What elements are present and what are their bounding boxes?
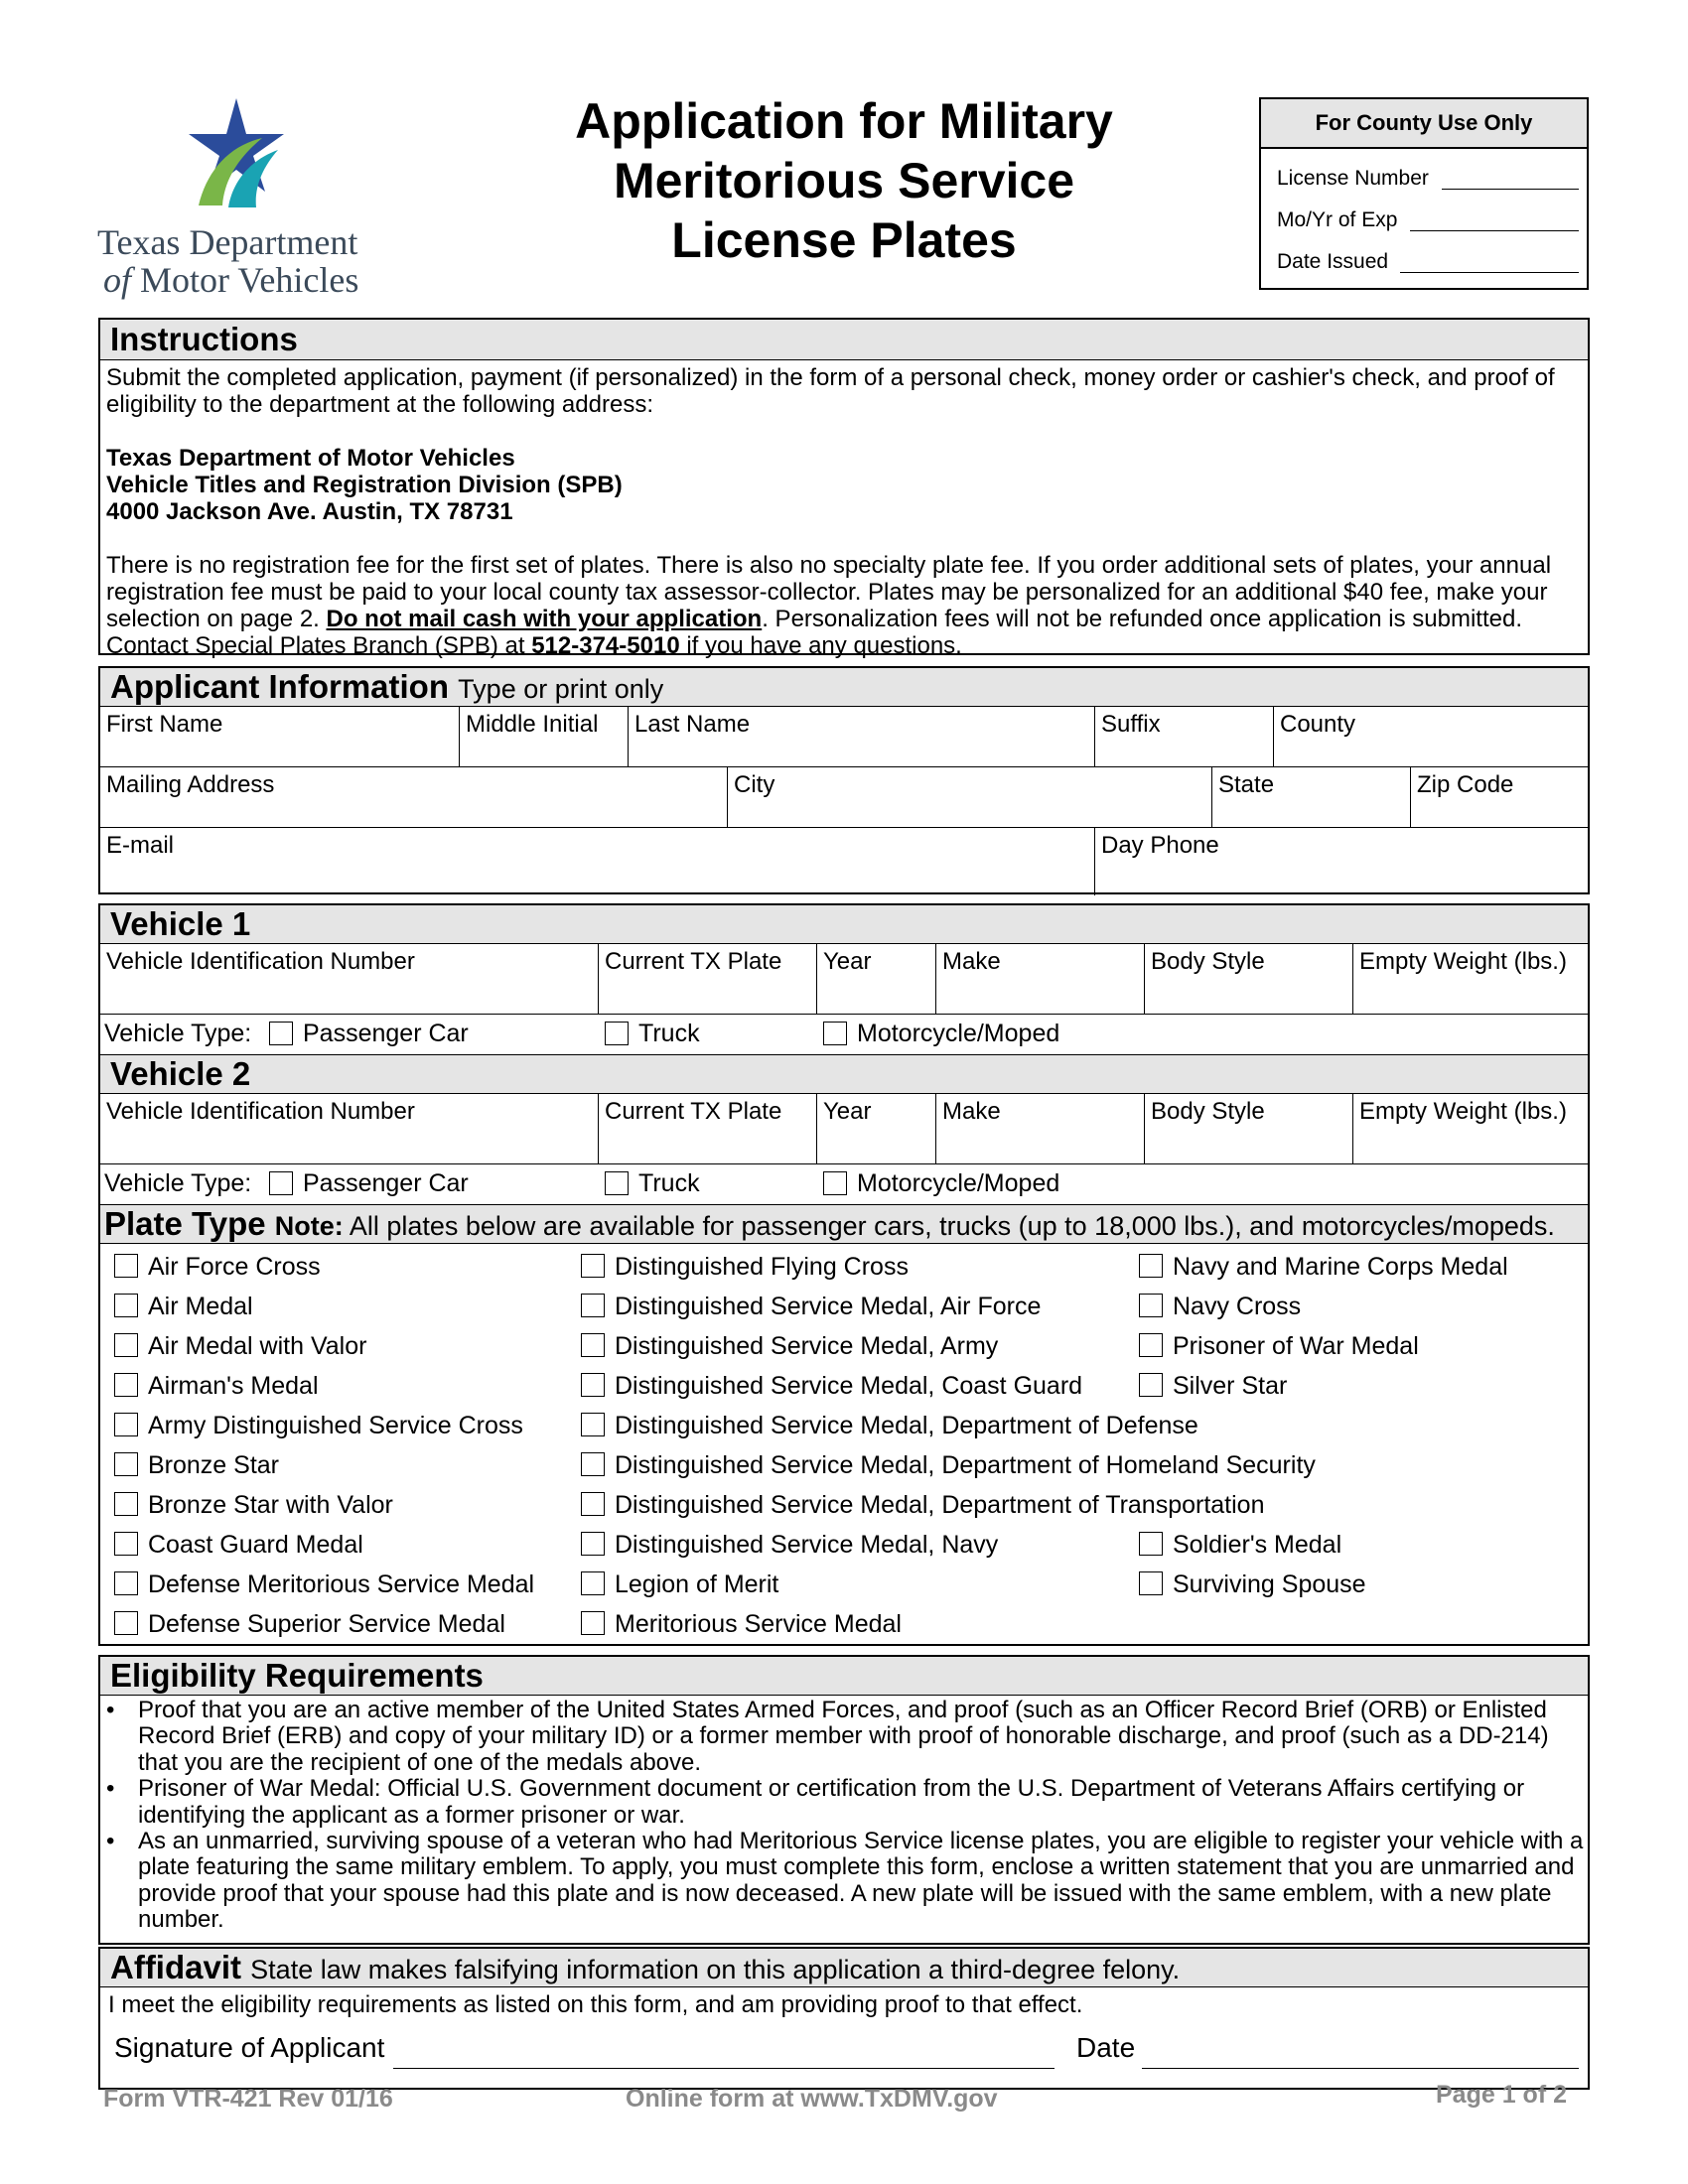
plate-option[interactable]: Army Distinguished Service Cross	[114, 1411, 523, 1440]
vehicle1-year-field[interactable]: Year	[817, 944, 936, 1014]
instructions-heading: Instructions	[100, 320, 1588, 360]
checkbox[interactable]	[269, 1171, 293, 1195]
signature-label: Signature of Applicant	[114, 2032, 385, 2063]
page-number: Page 1 of 2	[1436, 2081, 1567, 2109]
vehicle2-type-row	[100, 1164, 1588, 1205]
county-use-title: For County Use Only	[1261, 99, 1587, 149]
exp-date-row[interactable]: Mo/Yr of Exp	[1261, 191, 1587, 232]
plate-option[interactable]: Legion of Merit	[581, 1570, 778, 1599]
affidavit-statement: I meet the eligibility requirements as listed on this form, and am providing proof to that effect.	[108, 1991, 1083, 2018]
instructions-section	[98, 318, 1590, 659]
plate-option[interactable]: Surviving Spouse	[1139, 1570, 1366, 1599]
plate-option[interactable]: Air Medal with Valor	[114, 1331, 366, 1361]
plate-option[interactable]: Prisoner of War Medal	[1139, 1331, 1419, 1361]
plate-option[interactable]: Bronze Star	[114, 1450, 279, 1480]
plate-option[interactable]: Air Force Cross	[114, 1252, 321, 1282]
plate-option[interactable]: Defense Meritorious Service Medal	[114, 1570, 534, 1599]
plate-options	[100, 1244, 1588, 1647]
date-issued-row[interactable]: Date Issued	[1261, 232, 1587, 274]
vehicle1-passenger-car-option[interactable]: Passenger Car	[269, 1019, 469, 1048]
affidavit-section	[98, 1947, 1590, 2090]
day-phone-field[interactable]: Day Phone	[1101, 832, 1219, 859]
plate-option[interactable]: Silver Star	[1139, 1371, 1287, 1401]
vehicle1-type-label: Vehicle Type:	[104, 1020, 252, 1047]
plate-option[interactable]: Distinguished Service Medal, Department of Transportation	[581, 1490, 1265, 1520]
applicant-heading: Applicant Information Type or print only	[100, 668, 1588, 707]
plate-option[interactable]: Distinguished Service Medal, Air Force	[581, 1292, 1041, 1321]
eligibility-item: • Prisoner of War Medal: Official U.S. Government document or certification from the U.S. Department of Veterans Affairs certifying or identifying the applicant as a former prisoner or war.	[106, 1775, 1525, 1829]
eligibility-item: • As an unmarried, surviving spouse of a veteran who had Meritorious Service license plates, you are eligible to register your vehicle with a plate featuring the same military emblem. To apply, you must complete this form, enclose a written statement that you are unmarried and provide proof that your spouse had this plate and is now deceased. A new plate will be issued with the same emblem, with a new plate number.	[106, 1828, 1584, 1934]
agency-name-line2: of Motor Vehicles	[103, 260, 359, 300]
plate-option[interactable]: Distinguished Service Medal, Army	[581, 1331, 998, 1361]
agency-name-line1: Texas Department	[97, 222, 358, 262]
instructions-para1: Submit the completed application, payment (if personalized) in the form of a personal check, money order or cashier's check, and proof of eligibility to the department at the following address:	[106, 364, 1555, 418]
email-field[interactable]: E-mail	[100, 828, 1095, 895]
license-number-row[interactable]: License Number	[1261, 149, 1587, 191]
vehicle1-plate-field[interactable]: Current TX Plate	[599, 944, 817, 1014]
vehicle2-type-label: Vehicle Type:	[104, 1169, 252, 1197]
zip-code-field[interactable]: Zip Code	[1417, 771, 1514, 798]
plate-option[interactable]: Navy Cross	[1139, 1292, 1301, 1321]
plate-option[interactable]: Defense Superior Service Medal	[114, 1609, 505, 1639]
vehicle1-type-row	[100, 1015, 1588, 1055]
form-id: Form VTR-421 Rev 01/16	[103, 2085, 393, 2113]
county-use-box	[1259, 97, 1589, 290]
vehicle1-make-field[interactable]: Make	[936, 944, 1145, 1014]
middle-initial-field[interactable]: Middle Initial	[460, 707, 629, 766]
first-name-field[interactable]: First Name	[100, 707, 460, 766]
eligibility-heading: Eligibility Requirements	[100, 1657, 1588, 1696]
txdmv-logo	[97, 94, 380, 298]
checkbox[interactable]	[269, 1022, 293, 1045]
instructions-para2: There is no registration fee for the first set of plates. There is also no specialty plate fee. If you order additional sets of plates, your annual registration fee must be paid to your local county tax assessor-collector. Plates may be personalized for an additional $40 fee, make your selection on page 2. Do not mail cash with your application. Personalization fees will not be refunded once application is submitted. Contact Special Plates Branch (SPB) at 512-374-5010 if you have any questions.	[106, 552, 1552, 659]
vehicle2-vin-field[interactable]: Vehicle Identification Number	[100, 1094, 599, 1163]
applicant-section	[98, 666, 1590, 894]
plate-option[interactable]: Distinguished Flying Cross	[581, 1252, 909, 1282]
date-label: Date	[1076, 2032, 1136, 2063]
plate-option[interactable]: Distinguished Service Medal, Department of Defense	[581, 1411, 1198, 1440]
checkbox[interactable]	[605, 1022, 629, 1045]
eligibility-section	[98, 1655, 1590, 1945]
vehicle-plate-section	[98, 903, 1590, 1646]
checkbox[interactable]	[823, 1022, 847, 1045]
online-form-text: Online form at www.TxDMV.gov	[626, 2085, 998, 2113]
suffix-field[interactable]: Suffix	[1095, 707, 1274, 766]
plate-option[interactable]: Soldier's Medal	[1139, 1530, 1341, 1560]
vehicle2-weight-field[interactable]: Empty Weight (lbs.)	[1359, 1098, 1567, 1125]
date-line[interactable]	[1142, 2068, 1579, 2069]
plate-option[interactable]: Distinguished Service Medal, Department of Homeland Security	[581, 1450, 1316, 1480]
plate-option[interactable]: Meritorious Service Medal	[581, 1609, 902, 1639]
plate-option[interactable]: Distinguished Service Medal, Coast Guard	[581, 1371, 1082, 1401]
affidavit-heading: Affidavit State law makes falsifying information on this application a third-degree felony.	[100, 1949, 1588, 1987]
mailing-address-field[interactable]: Mailing Address	[100, 767, 728, 827]
plate-option[interactable]: Bronze Star with Valor	[114, 1490, 393, 1520]
address-line1: Texas Department of Motor Vehicles	[106, 445, 515, 472]
form-title: Application for Military Meritorious Service License Plates	[575, 93, 1113, 268]
address-line3: 4000 Jackson Ave. Austin, TX 78731	[106, 498, 513, 525]
checkbox[interactable]	[823, 1171, 847, 1195]
plate-option[interactable]: Airman's Medal	[114, 1371, 319, 1401]
address-line2: Vehicle Titles and Registration Division (SPB)	[106, 472, 623, 498]
vehicle1-body-style-field[interactable]: Body Style	[1145, 944, 1353, 1014]
county-field[interactable]: County	[1280, 711, 1356, 738]
vehicle2-truck-option[interactable]: Truck	[605, 1168, 700, 1198]
vehicle2-plate-field[interactable]: Current TX Plate	[599, 1094, 817, 1163]
plate-option[interactable]: Air Medal	[114, 1292, 253, 1321]
vehicle1-motorcycle-option[interactable]: Motorcycle/Moped	[823, 1019, 1059, 1048]
vehicle2-heading: Vehicle 2	[100, 1055, 1588, 1094]
vehicle2-year-field[interactable]: Year	[817, 1094, 936, 1163]
vehicle2-motorcycle-option[interactable]: Motorcycle/Moped	[823, 1168, 1059, 1198]
vehicle2-make-field[interactable]: Make	[936, 1094, 1145, 1163]
eligibility-item: • Proof that you are an active member of the United States Armed Forces, and proof (such as an Officer Record Brief (ORB) or Enlisted Record Brief (ERB) and copy of your military ID) or a former member with proof of honorable discharge, and proof (such as a DD-214) that you are the recipient of one of the medals above.	[106, 1697, 1549, 1776]
vehicle1-weight-field[interactable]: Empty Weight (lbs.)	[1359, 948, 1567, 975]
plate-option[interactable]: Distinguished Service Medal, Navy	[581, 1530, 998, 1560]
vehicle2-body-style-field[interactable]: Body Style	[1145, 1094, 1353, 1163]
state-field[interactable]: State	[1212, 767, 1411, 827]
plate-type-heading: Plate Type Note: All plates below are available for passenger cars, trucks (up to 18,000 lbs.), and motorcycles/mopeds.	[100, 1205, 1588, 1244]
signature-line[interactable]	[393, 2068, 1055, 2069]
last-name-field[interactable]: Last Name	[629, 707, 1095, 766]
vehicle2-passenger-car-option[interactable]: Passenger Car	[269, 1168, 469, 1198]
plate-option[interactable]: Coast Guard Medal	[114, 1530, 363, 1560]
checkbox[interactable]	[605, 1171, 629, 1195]
vehicle1-vin-field[interactable]: Vehicle Identification Number	[100, 944, 599, 1014]
plate-option[interactable]: Navy and Marine Corps Medal	[1139, 1252, 1508, 1282]
vehicle1-truck-option[interactable]: Truck	[605, 1019, 700, 1048]
vehicle1-heading: Vehicle 1	[100, 905, 1588, 944]
city-field[interactable]: City	[728, 767, 1212, 827]
star-swoosh-icon	[167, 94, 306, 213]
